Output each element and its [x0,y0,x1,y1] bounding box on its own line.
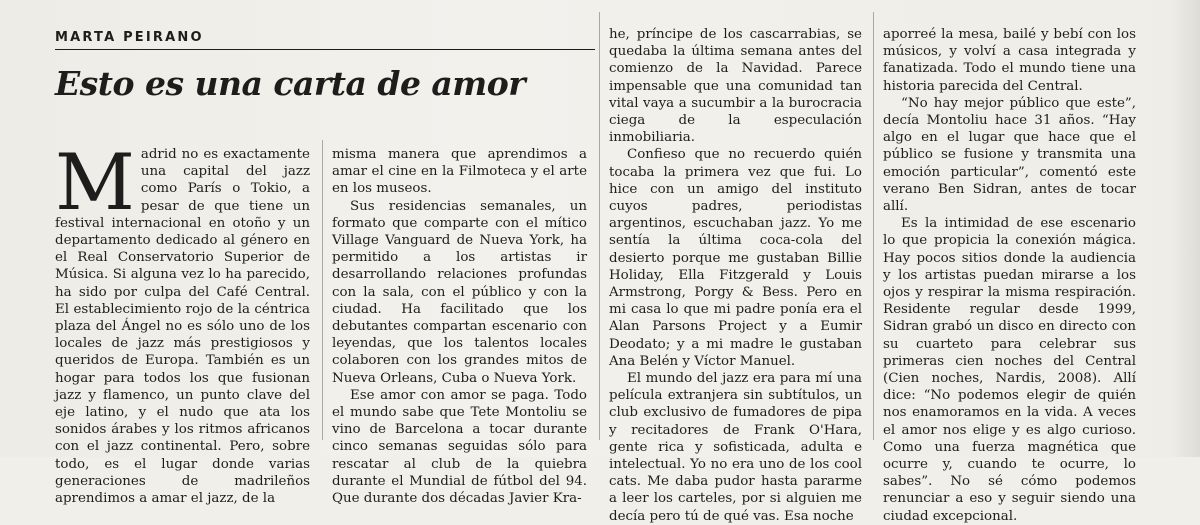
paragraph: adrid no es exactamente una capital del jazz como París o Tokio, a pesar de que tiene un festival internacional en otoño y un departamento dedicado al género en el Real Conservatorio Superior de Música. Si alguna vez lo ha parecido, ha sido por culpa del Café Central. El establecimiento rojo de la céntrica plaza del Ángel no es sólo uno de los locales de jazz más prestigiosos y queridos de Europa. También es un hogar para todos los que fusionan jazz y flamenco, un punto clave del eje latino, y el nudo que ata los sonidos árabes y los ritmos africanos con el jazz continental. Pero, sobre todo, es el lugar donde varias generaciones de madrileños aprendimos a amar el jazz, de la [55,147,310,507]
paragraph: misma manera que aprendimos a amar el cine en la Filmoteca y el arte en los museos. [332,147,587,197]
article-column-3 [609,26,862,525]
byline: MARTA PEIRANO [55,30,204,45]
article-column-2 [332,146,587,507]
headline: Esto es una carta de amor [55,64,526,103]
byline-rule [55,49,595,50]
paragraph: Ese amor con amor se paga. Todo el mundo sabe que Tete Montoliu se vino de Barcelona a tocar durante cinco semanas seguidas sólo para rescatar al club de la quiebra durante el Mundial de fútbol del 94. Que durante dos décadas Javier Kra- [332,387,587,507]
paragraph: Es la intimidad de ese escenario lo que propicia la conexión mágica. Hay pocos sitios donde la audiencia y los artistas puedan mirarse a los ojos y respirar la misma respiración. Residente regular desde 1999, Sidran grabó un disco en directo con su cuarteto para celebrar sus primeras cien noches del Central (Cien noches, Nardis, 2008). Allí dice: “No podemos elegir de quién nos enamoramos en la vida. A veces el amor nos elige y es algo curioso. Como una fuerza magnética que ocurre y, cuando te ocurre, lo sabes”. No sé cómo podemos renunciar a eso y seguir siendo una ciudad excepcional. [883,216,1136,524]
paragraph: he, príncipe de los cascarrabias, se quedaba la última semana antes del comienzo de la Navidad. Parece impensable que una comunidad tan vital vaya a sucumbir a la burocracia ciega de la especulación inmobiliaria. [609,27,862,146]
paragraph: El mundo del jazz era para mí una película extranjera sin subtítulos, un club exclusivo de fumadores de pipa y recitadores de Frank O'Hara, gente rica y sofisticada, adulta e intelectual. Yo no era uno de los cool cats. Me daba pudor hasta pararme a leer los carteles, por si alguien me decía pero tú de qué vas. Esa noche [609,371,862,524]
article-column-4 [883,26,1136,525]
drop-cap: M [55,138,135,228]
paragraph: aporreé la mesa, bailé y bebí con los músicos, y volví a casa integrada y fanatizada. Todo el mundo tiene una historia parecida del Central. [883,27,1136,94]
paragraph: Confieso que no recuerdo quién tocaba la primera vez que fui. Lo hice con un amigo del instituto cuyos padres, periodistas argentinos, escuchaban jazz. Yo me sentía la última coca-cola del desierto porque me gustaban Billie Holiday, Ella Fitzgerald y Louis Armstrong, Porgy & Bess. Pero en mi casa lo que mi padre ponía era el Alan Parsons Project y a Eumir Deodato; y a mi madre le gustaban Ana Belén y Víctor Manuel. [609,147,862,369]
article-column-1 [55,138,310,507]
paragraph: Sus residencias semanales, un formato que comparte con el mítico Village Vanguard de Nueva York, ha permitido a los artistas ir desarrollando relaciones profundas con la sala, con el público y con la ciudad. Ha facilitado que los debutantes compartan escenario con leyendas, que los talentos locales colaboren con los grandes mitos de Nueva Orleans, Cuba o Nueva York. [332,198,587,386]
column-divider [599,12,600,440]
column-divider [322,140,323,440]
column-divider [873,12,874,440]
page-fold-shadow [1170,0,1200,457]
paragraph: “No hay mejor público que este”, decía Montoliu hace 31 años. “Hay algo en el lugar que hace que el público se fusione y transmita una emoción particular”, comentó este verano Ben Sidran, antes de tocar allí. [883,95,1136,215]
